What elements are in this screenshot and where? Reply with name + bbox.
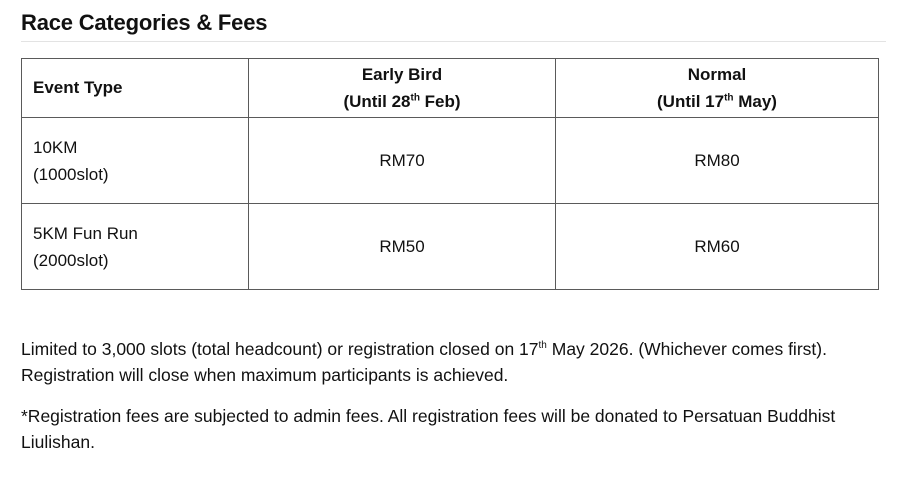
- event-slots: (1000slot): [33, 164, 109, 184]
- event-name: 5KM Fun Run: [33, 223, 138, 243]
- event-type-cell: [22, 204, 249, 290]
- event-type-cell: [22, 118, 249, 204]
- normal-price: RM80: [556, 118, 879, 204]
- slot-limit-note: Limited to 3,000 slots (total headcount) or registration closed on 17th May 2026. (Whichever comes first). Registration will close when maximum participants is achieved.: [21, 339, 827, 385]
- title-divider: [21, 41, 886, 42]
- header-early-bird: [249, 59, 556, 118]
- table-row: [22, 118, 879, 204]
- page-title: Race Categories & Fees: [21, 10, 268, 35]
- event-slots: (2000slot): [33, 250, 109, 270]
- table-header-row: [22, 59, 879, 118]
- normal-price: RM60: [556, 204, 879, 290]
- normal-deadline: (Until 17th May): [657, 92, 777, 111]
- table-row: [22, 204, 879, 290]
- early-bird-price: RM70: [249, 118, 556, 204]
- fees-note: *Registration fees are subjected to admin fees. All registration fees will be donated to Persatuan Buddhist Liulishan.: [21, 406, 836, 452]
- event-name: 10KM: [33, 137, 78, 157]
- header-event-type: Event Type: [22, 59, 249, 118]
- fees-table: [21, 58, 879, 290]
- early-bird-deadline: (Until 28th Feb): [343, 92, 461, 111]
- header-normal: [556, 59, 879, 118]
- normal-label: Normal: [687, 65, 747, 84]
- early-bird-label: Early Bird: [361, 65, 443, 84]
- early-bird-price: RM50: [249, 204, 556, 290]
